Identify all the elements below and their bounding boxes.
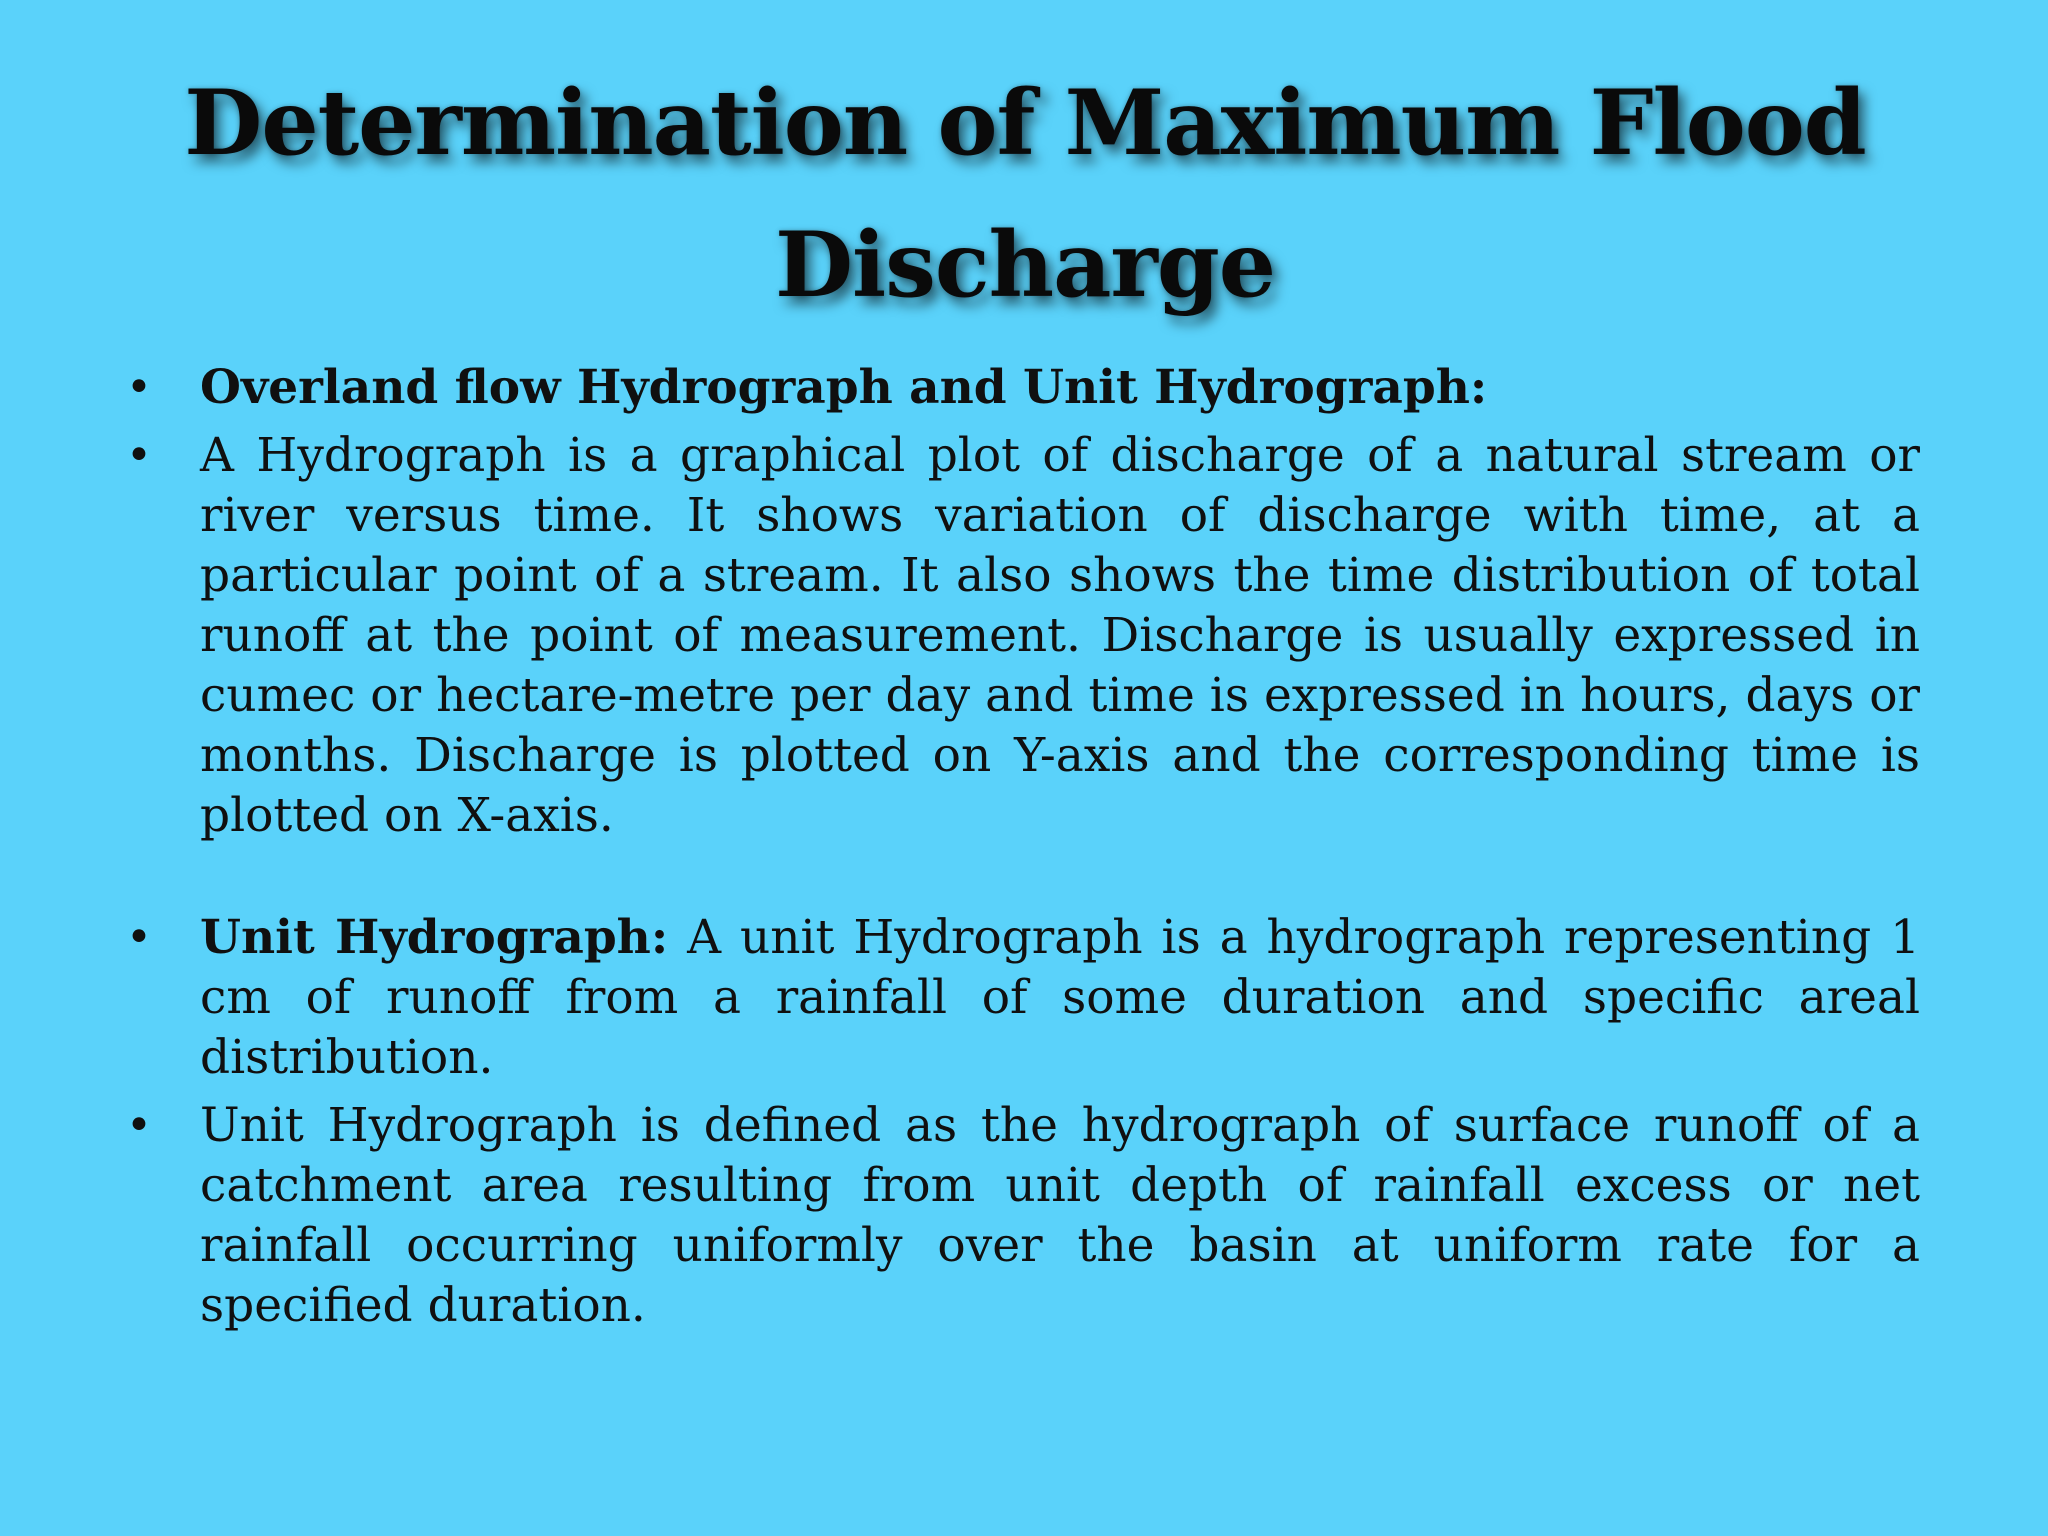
bullet-heading: Overland flow Hydrograph and Unit Hydrograph: bbox=[200, 360, 1488, 415]
title-line-1: Determination of Maximum Flood bbox=[184, 70, 1866, 176]
spacer bbox=[120, 418, 1920, 426]
bullet-list bbox=[120, 358, 1920, 1336]
bullet-icon: • bbox=[126, 912, 152, 963]
bullet-text: Unit Hydrograph is defined as the hydrograph of surface runoff of a catchment area resulting from unit depth of rainfall excess or net rainfall occurring uniformly over the basin at uniform rate for a specified duration. bbox=[200, 1098, 1920, 1333]
bullet-text: A Hydrograph is a graphical plot of discharge of a natural stream or river versus time. It shows variation of discharge with time, at a particular point of a stream. It also shows the time distribution of total runoff at the point of measurement. Discharge is usually expressed in cumec or hectare-metre per day and time is expressed in hours, days or months. Discharge is plotted on Y-axis and the corresponding time is plotted on X-axis. bbox=[200, 428, 1920, 843]
bullet-item-hydrograph-definition bbox=[120, 426, 1920, 846]
spacer bbox=[120, 1088, 1920, 1096]
bullet-icon: • bbox=[126, 1100, 152, 1151]
bullet-icon: • bbox=[126, 430, 152, 481]
slide-title bbox=[140, 52, 1910, 336]
spacer bbox=[120, 846, 1920, 908]
bullet-item-unit-hydrograph-definition bbox=[120, 1096, 1920, 1336]
bullet-item-overland-flow bbox=[120, 358, 1920, 418]
bullet-heading: Unit Hydrograph: bbox=[200, 910, 669, 965]
title-line-2: Discharge bbox=[774, 212, 1276, 318]
bullet-icon: • bbox=[126, 362, 152, 413]
bullet-item-unit-hydrograph bbox=[120, 908, 1920, 1088]
bullet-text: A unit Hydrograph is a hydrograph representing 1 cm of runoff from a rainfall of some duration and specific areal distribution. bbox=[200, 910, 1920, 1085]
